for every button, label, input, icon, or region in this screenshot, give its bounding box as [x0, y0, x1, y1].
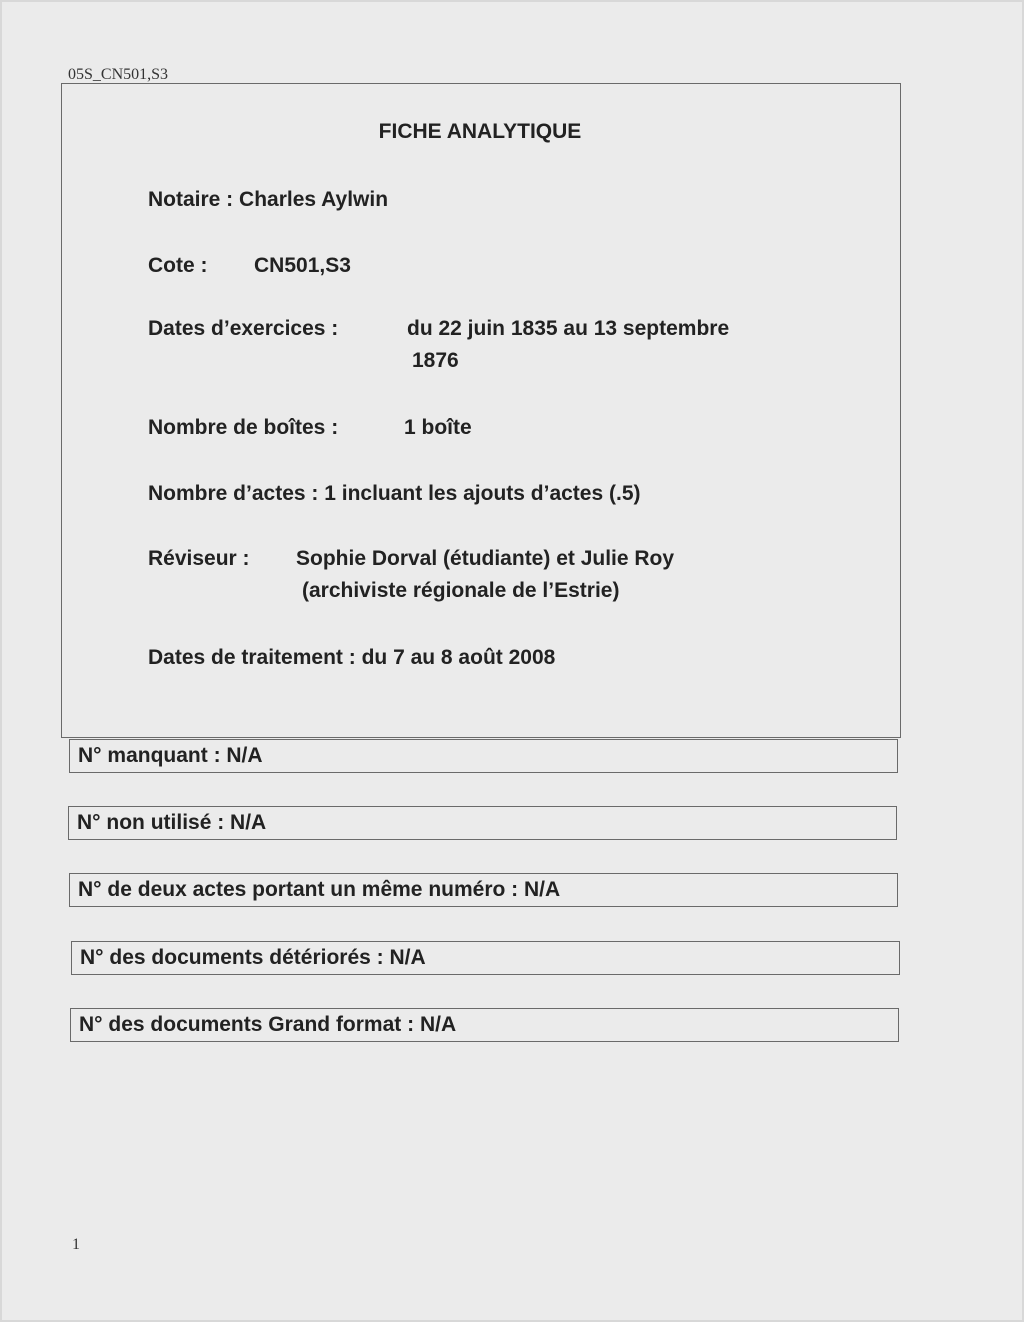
page-title: FICHE ANALYTIQUE — [378, 120, 582, 143]
field-nombre-boites — [148, 416, 472, 440]
field-value: du 7 au 8 août 2008 — [361, 646, 556, 669]
field-label: Dates d’exercices : — [148, 317, 339, 340]
field-value-line2: (archiviste régionale de l’Estrie) — [302, 579, 620, 602]
field-label: Réviseur : — [148, 547, 250, 570]
box-numero-double: N° de deux actes portant un même numéro : N/A — [69, 873, 898, 907]
box-numero-non-utilise: N° non utilisé : N/A — [68, 806, 897, 840]
box-numero-manquant: N° manquant : N/A — [69, 739, 898, 773]
field-reviseur — [148, 547, 675, 602]
page-number: 1 — [72, 1236, 80, 1253]
field-dates-exercices — [148, 317, 730, 372]
field-dates-traitement — [148, 646, 555, 670]
field-nombre-actes — [148, 482, 641, 506]
field-value: 1 boîte — [404, 416, 472, 439]
field-value: Charles Aylwin — [239, 188, 389, 211]
field-value-line1: du 22 juin 1835 au 13 septembre — [407, 317, 730, 340]
field-label: Cote : — [148, 254, 208, 277]
field-label: Nombre d’actes : — [148, 482, 319, 505]
field-label: Dates de traitement : — [148, 646, 356, 669]
field-value: CN501,S3 — [254, 254, 351, 277]
field-label: Notaire : — [148, 188, 234, 211]
field-cote — [148, 254, 351, 278]
box-documents-deteriores: N° des documents détériorés : N/A — [71, 941, 900, 975]
field-value-line2: 1876 — [412, 349, 459, 372]
field-value: 1 incluant les ajouts d’actes (.5) — [324, 482, 641, 505]
box-documents-grand-format: N° des documents Grand format : N/A — [70, 1008, 899, 1042]
field-notaire — [148, 188, 388, 212]
field-value-line1: Sophie Dorval (étudiante) et Julie Roy — [296, 547, 675, 570]
page-code: 05S_CN501,S3 — [68, 66, 169, 83]
analytic-sheet-box — [61, 83, 901, 738]
field-label: Nombre de boîtes : — [148, 416, 339, 439]
